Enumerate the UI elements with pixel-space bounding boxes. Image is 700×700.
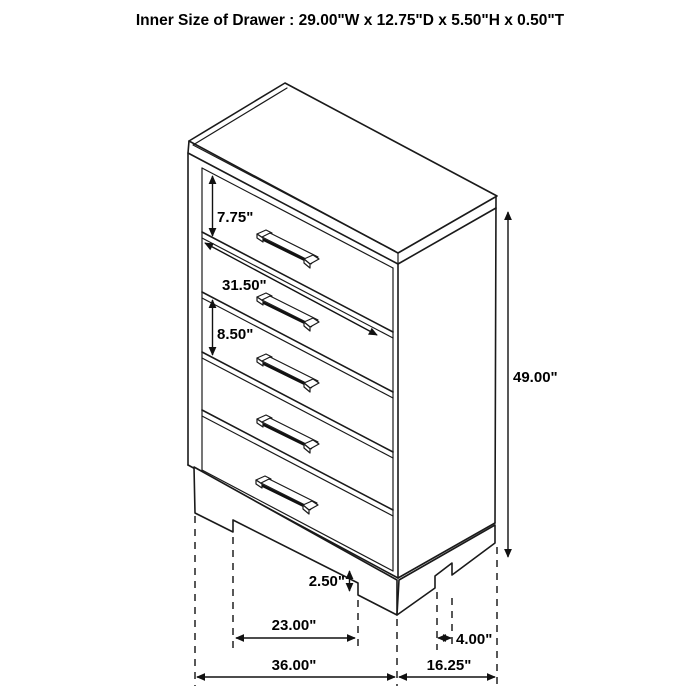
dim-drawer-width-label: 31.50" (222, 277, 267, 294)
drawer-4-handle-icon (257, 415, 319, 453)
drawer-1-handle-icon (257, 230, 319, 268)
dim-overall-height (508, 212, 558, 557)
dim-top-drawer-height-label: 7.75" (217, 209, 254, 226)
dim-drawer-width (205, 243, 377, 335)
page-title: Inner Size of Drawer : 29.00"W x 12.75"D x 5.50"H x 0.50"T (135, 12, 565, 29)
dim-front-leg-spacing-label: 23.00" (271, 617, 317, 634)
dim-leg-depth-label: 4.00" (456, 631, 493, 648)
dim-leg-depth (438, 631, 492, 648)
dim-overall-width (197, 657, 395, 677)
dim-overall-width-label: 36.00" (271, 657, 317, 674)
dim-overall-depth-label: 16.25" (426, 657, 472, 674)
dim-overall-height-label: 49.00" (513, 369, 558, 386)
dim-leg-height (309, 571, 350, 591)
chest-drawer-handles (256, 230, 319, 514)
chest-top-face (188, 83, 497, 264)
dim-overall-depth (399, 657, 495, 677)
dim-leg-height-label: 2.50" (308, 573, 345, 590)
dim-lower-drawer-height-label: 8.50" (217, 326, 254, 343)
dim-front-leg-spacing (236, 617, 355, 638)
chest-drawing (188, 83, 497, 615)
front-base-rail (194, 467, 397, 615)
